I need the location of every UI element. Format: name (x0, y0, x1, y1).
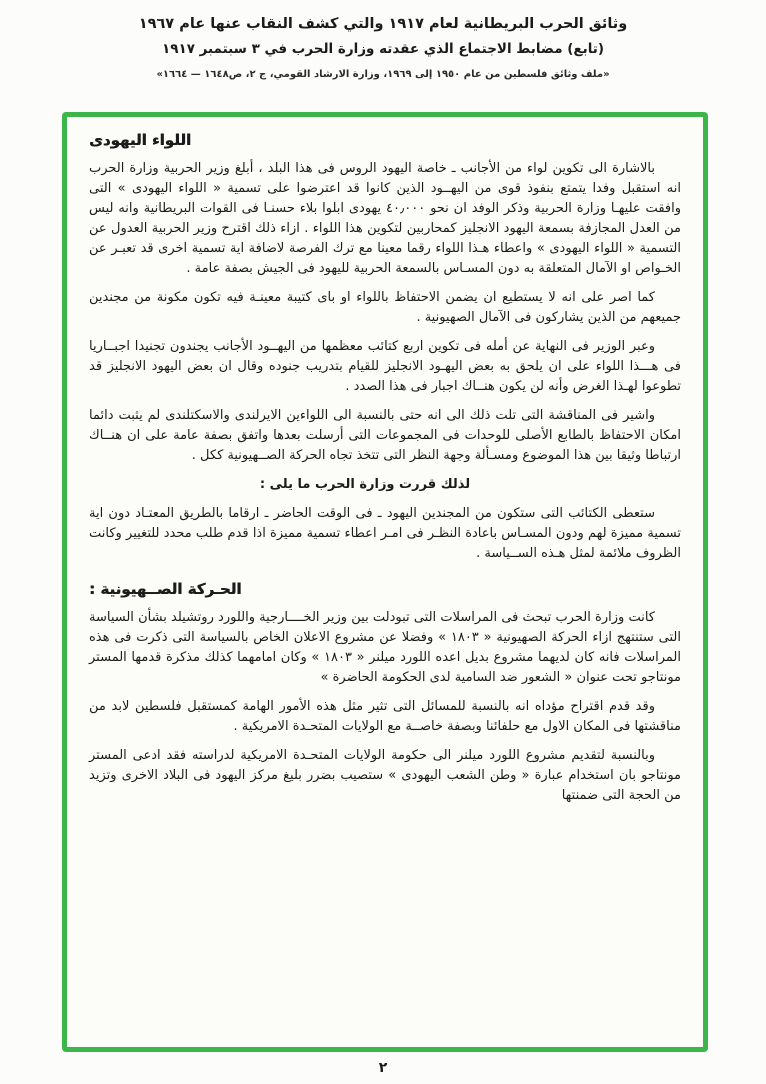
paragraph-1: بالاشارة الى تكوين لواء من الأجانب ـ خاصة اليهود الروس فى هذا البلد ، أبلغ وزير الحربية وزارة الحرب انه استقبل وفدا يتمتع بنفوذ قوى من اليهــود الذين كانوا قد اعترضوا على تسمية « اللواء اليهودى » التى وافقت عليهـا وزارة الحربية وذكر الوفد ان نحو ٤٠٫٠٠٠ يهودى ابلوا بلاء حسنـا فى القوات البريطانية وانه ليس من العدل المجازفة بسمعة اليهود الانجليز كمحاربين لتكوين هذا اللواء . ازاء ذلك اقترح وزير الحربية العدول عن التسمية « اللواء اليهودى » واعطاء هـذا اللواء رقما معينا مع ترك الفرصة لاضافة اية تسمية اخرى قد تعبـر عن الخـواص او الآمال المتعلقة به دون المسـاس بالسمعة الحربية لليهود فى الجيش بصفة عامة . (89, 161, 681, 276)
content-frame (62, 112, 708, 1052)
decision-paragraph: ستعطى الكتائب التى ستكون من المجندين اليهود ـ فى الوقت الحاضر ـ ارقاما بالطريق المعتـاد دون اية تسمية مميزة لهم ودون المسـاس باعادة النظـر فى امـر اعطاء تسمية مميزة اذا قدم طلب محدد للتغيير وكانت الظروف ملائمة لمثل هـذه الســياسة . (89, 506, 681, 561)
paragraph-2: كما اصر على انه لا يستطيع ان يضمن الاحتفاظ باللواء او باى كتيبة معينـة فيه تكون مكونة من مجندين جميعهم من الذين يشاركون فى الآمال الصهيونية . (89, 290, 681, 325)
paragraph-6: وقد قدم اقتراح مؤداه انه بالنسبة للمسائل التى تثير مثل هذه الأمور الهامة كمستقبل فلسطين لابد من مناقشتها فى المكان الاول مع حلفائنا وبصفة خاصــة مع الولايات المتحـدة الامريكية . (89, 699, 681, 734)
document-header (0, 0, 766, 80)
paragraph-4: واشير فى المناقشة التى تلت ذلك الى انه حتى بالنسبة الى اللواءين الايرلندى والاسكتلندى لم يثبت دائما امكان الاحتفاظ بالطابع الأصلى للوحدات فى المجموعات التى أرسلت بعدها واتفق بصفة عامة على ان هنــاك ارتباطا وثيقا بين هذا الموضوع ومسـألة وجهة النظر التى تتخذ تجاه الحركة الصــهيونية ككل . (89, 408, 681, 463)
section-title-jewish-legion: اللواء اليهودى (89, 131, 191, 149)
section-title-zionist-movement: الحـركة الصــهيونية : (89, 580, 242, 598)
paragraph-5: كانت وزارة الحرب تبحث فى المراسلات التى تبودلت بين وزير الخــــارجية واللورد روتشيلد بشأن السياسة التى ستنتهج ازاء الحركة الصهيونية « ١٨٠٣ » وفضلا عن مشروع الاعلان الخاص بالسياسة التى ذكرت فى هذه المراسلات فانه كان لديهما مشروع بديل اعده اللورد ميلنر « ١٨٠٣ » وكان امامهما كذلك مذكرة قدمها المستر مونتاجو تحت عنوان « الشعور ضد السامية لدى الحكومة الحاضرة » (89, 610, 681, 685)
header-source-citation: «ملف وثائق فلسطين من عام ١٩٥٠ إلى ١٩٦٩، وزارة الارشاد القومي، ج ٢، ص١٦٤٨ — ١٦٦٤» (156, 69, 610, 80)
paragraph-3: وعبر الوزير فى النهاية عن أمله فى تكوين اربع كتائب معظمها من اليهــود الأجانب يجندون تجنيدا اجبــاريا فى هـــذا اللواء على ان يلحق به بعض اليهـود الانجليز للقيام بتدريب جنوده وقال ان بعض اليهود الانجليز قد تطوعوا لهـذا الغرض وأنه لن يكون هنــاك اجبار فى هذا الصدد . (89, 339, 681, 394)
header-title-line: وثائق الحرب البريطانية لعام ١٩١٧ والتي كشف النقاب عنها عام ١٩٦٧ (138, 16, 628, 32)
decision-intro-line: لذلك قررت وزارة الحرب ما يلى : (259, 477, 471, 492)
page-number: ٢ (378, 1060, 388, 1076)
paragraph-7: وبالنسبة لتقديم مشروع اللورد ميلنر الى حكومة الولايات المتحـدة الامريكية لدراسته فقد ادعى المستر مونتاجو بان استخدام عبارة « وطن الشعب اليهودى » ستصيب بضرر بليغ مركز اليهود فى البلاد الاخرى وتزيد من الحجة التى ضمنتها (89, 748, 681, 803)
header-subtitle-line: (تابع) مضابط الاجتماع الذي عقدته وزارة الحرب في ٣ سبتمبر ١٩١٧ (161, 41, 605, 57)
